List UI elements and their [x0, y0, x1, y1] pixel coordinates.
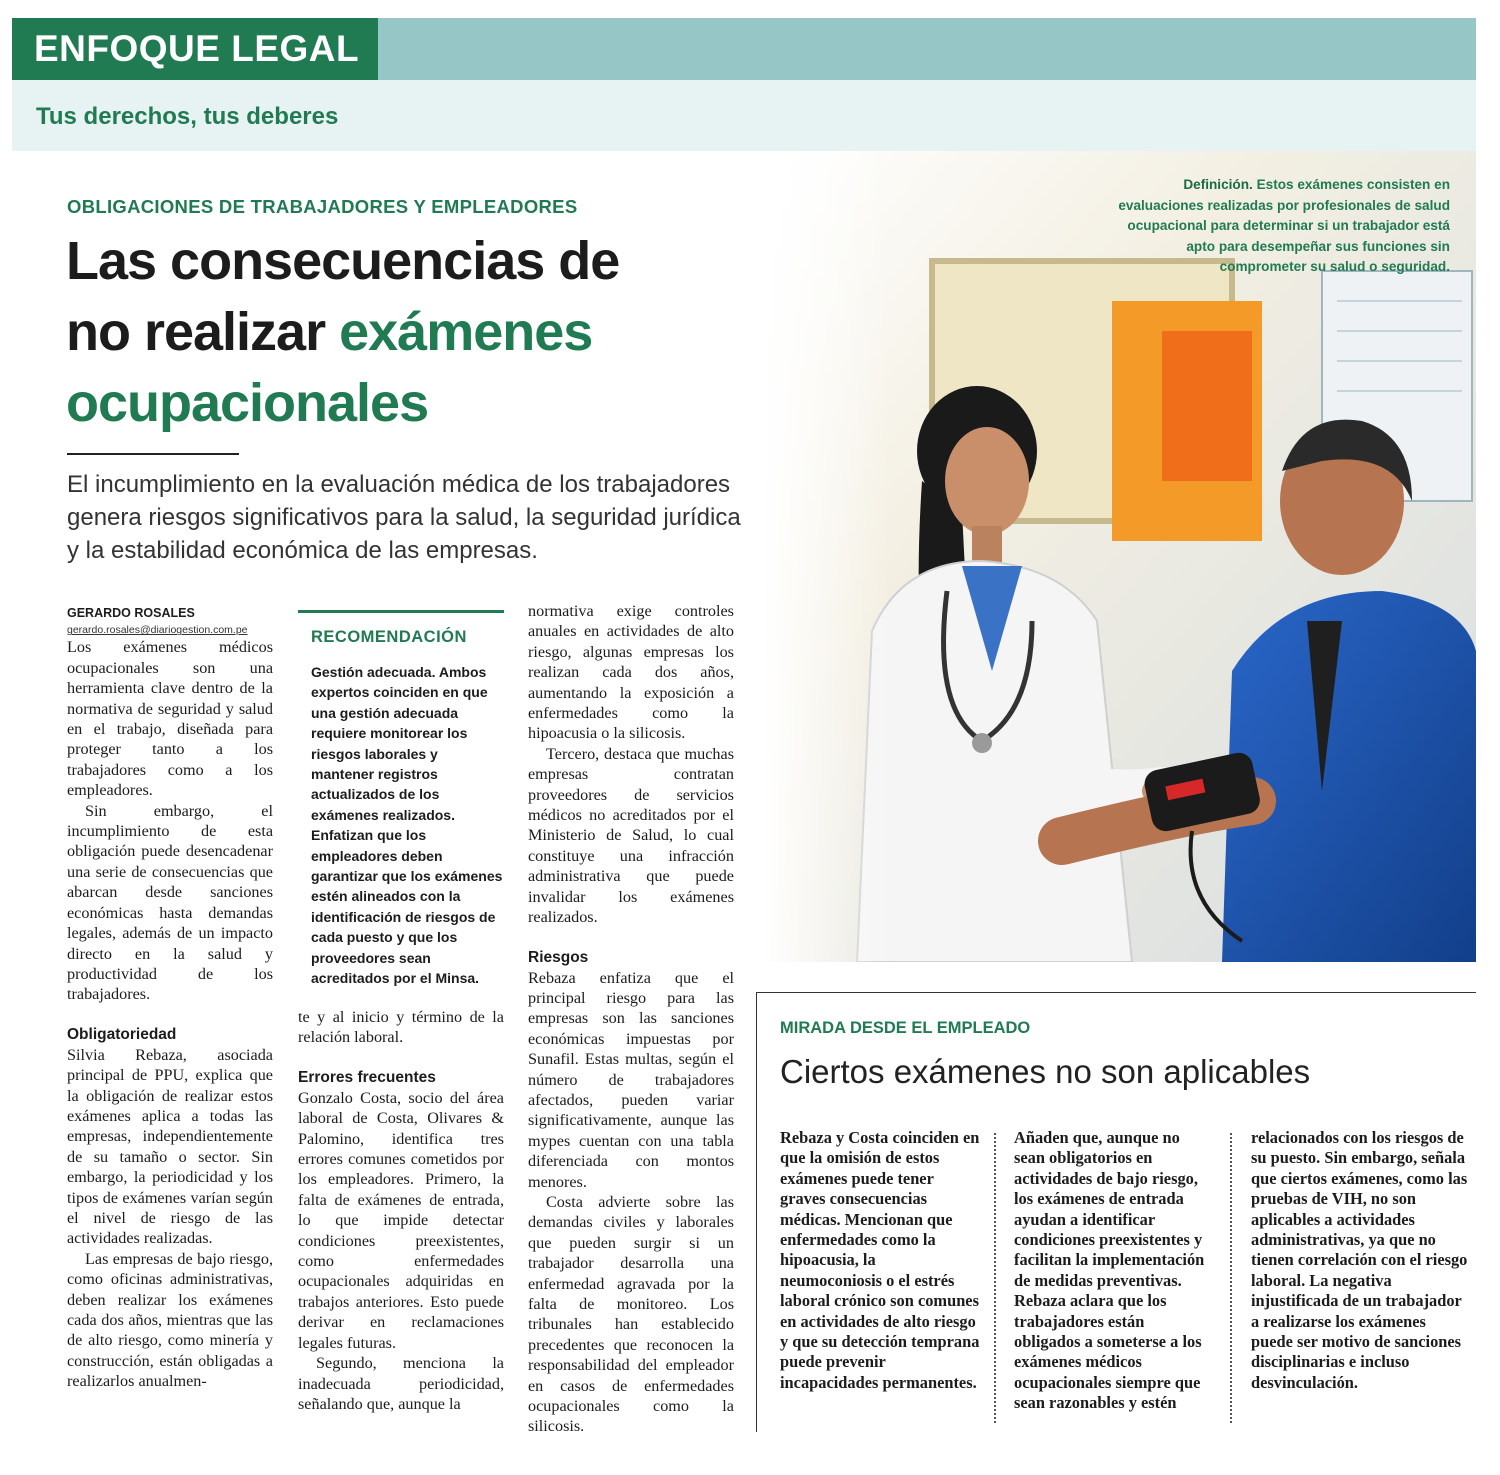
subhead-errores: Errores frecuentes [298, 1068, 436, 1086]
body-paragraph: Sin embargo, el incumplimiento de esta obligación puede desencadenar una serie de consecuencias que abarcan desde sanciones económicas hasta demandas legales, además de un impacto directo en la salud y productividad de los trabajadores. [67, 801, 273, 1004]
headline-rule [67, 453, 239, 455]
body-paragraph: Tercero, destaca que muchas empresas contratan proveedores de servicios médicos no acreditados por el Ministerio de Salud, lo cual constituye una infracción administrativa que puede invalidar los exámenes realizados. [528, 744, 734, 927]
body-paragraph: Los exámenes médicos ocupacionales son una herramienta clave dentro de la normativa de seguridad y salud en el trabajo, diseñada para proteger tanto a los trabajadores como a los empleadores. [67, 638, 273, 800]
body-paragraph: Gonzalo Costa, socio del área laboral de Costa, Olivares & Palomino, identifica tres errores comunes cometidos por los empleadores. Primero, la falta de exámenes de entrada, lo que impide detectar condiciones preexistentes, como enfermedades ocupacionales adquiridas en trabajos anteriores. Esto puede derivar en reclamaciones legales futuras. [298, 1088, 504, 1352]
recommendation-box [298, 610, 504, 992]
column-divider [1230, 1133, 1232, 1423]
body-paragraph: Las empresas de bajo riesgo, como oficinas administrativas, deben realizar los exámenes cada dos años, mientras que las de alto riesgo, como minería y construcción, están obligadas a realizarlos anualmen- [67, 1249, 273, 1391]
headline-line-1: Las consecuencias de [66, 231, 620, 291]
deck-line: El incumplimiento en la evaluación médica de los trabajadores [67, 471, 731, 498]
headline-accent: exámenes [339, 302, 593, 362]
deck-line: genera riesgos significativos para la salud, la seguridad jurídica [67, 504, 741, 531]
employee-column-3: relacionados con los riesgos de su puesto. Sin embargo, señala que ciertos exámenes, como las pruebas de VIH, no son aplicables a actividades administrativas, ya que no tienen correlación con el riesgo laboral. La negativa injustificada de un trabajador a realizarse los exámenes puede ser motivo de sanciones disciplinarias e incluso desvinculación. [1251, 1128, 1468, 1392]
article-column-2 [298, 1007, 504, 1414]
caption-body: Estos exámenes consisten en evaluaciones realizadas por profesionales de salud ocupacional para determinar si un trabajador está apto para desempeñar sus funciones sin comprometer su salud o seguridad. [1118, 177, 1450, 274]
recommendation-text: Ambos expertos coinciden en que una gestión adecuada requiere monitorear los riesgos laborales y mantener registros actualizados de los exámenes realizados. Enfatizan que los empleadores deben garantizar que los exámenes estén alineados con la identificación de riesgos de cada puesto y que los proveedores sean acreditados por el Minsa. [311, 664, 503, 987]
section-tag: ENFOQUE LEGAL [12, 18, 378, 80]
photo-caption [1100, 175, 1450, 278]
headline-line-3: ocupacionales [66, 373, 429, 433]
deck-line: y la estabilidad económica de las empresas. [67, 537, 538, 564]
headline-plain: no realizar [66, 302, 340, 362]
recommendation-lead: Gestión adecuada. [311, 664, 436, 680]
article-deck [67, 468, 757, 567]
recommendation-title: RECOMENDACIÓN [311, 628, 467, 646]
body-paragraph: te y al inicio y término de la relación laboral. [298, 1008, 504, 1047]
employee-column-2: Añaden que, aunque no sean obligatorios en actividades de bajo riesgo, los exámenes de entrada ayudan a identificar condiciones preexistentes y facilitan la implementación de medidas preventivas. Rebaza aclara que los trabajadores están obligados a someterse a los exámenes médicos ocupacionales siempre que sean razonables y estén [1014, 1128, 1205, 1413]
employee-kicker: MIRADA DESDE EL EMPLEADO [780, 1019, 1031, 1037]
body-paragraph: Costa advierte sobre las demandas civiles y laborales que pueden surgir si un trabajador desarrolla una enfermedad agravada por la falta de monitoreo. Los tribunales han establecido precedentes que reconocen la responsabilidad del empleador en casos de enfermedades ocupacionales como la silicosis. [528, 1192, 734, 1436]
body-paragraph: Rebaza enfatiza que el principal riesgo para las empresas son las sanciones económicas impuestas por Sunafil. Estas multas, según el número de trabajadores afectados, pueden variar significativamente, aunque las mypes cuentan con una tabla diferenciada con montos menores. [528, 968, 734, 1191]
body-paragraph: normativa exige controles anuales en actividades de alto riesgo, algunas empresas los realizan cada dos años, aumentando la exposición a enfermedades como la hipoacusia o la silicosis. [528, 602, 734, 743]
column-divider [994, 1133, 996, 1423]
article-headline [66, 226, 766, 439]
subhead-riesgos: Riesgos [528, 948, 589, 966]
author-name: GERARDO ROSALES [67, 606, 195, 620]
recommendation-body [311, 662, 503, 989]
author-email[interactable]: gerardo.rosales@diariogestion.com.pe [67, 624, 248, 637]
body-paragraph: Silvia Rebaza, asociada principal de PPU, explica que la obligación de realizar estos exámenes aplica a todas las empresas, independientemente de su tamaño o sector. Sin embargo, la periodicidad y los tipos de exámenes varían según el nivel de riesgo de las actividades realizadas. [67, 1045, 273, 1248]
subhead-obligatoriedad: Obligatoriedad [67, 1025, 177, 1043]
employee-column-1: Rebaza y Costa coinciden en que la omisión de estos exámenes puede tener graves consecuencias médicas. Mencionan que enfermedades como la hipoacusia, la neumoconiosis o el estrés laboral crónico son comunes en actividades de alto riesgo y que su detección temprana puede prevenir incapacidades permanentes. [780, 1128, 980, 1392]
article-kicker: OBLIGACIONES DE TRABAJADORES Y EMPLEADORES [67, 196, 578, 217]
recommendation-rule [298, 610, 504, 613]
article-column-3 [528, 601, 734, 1437]
article-column-1 [67, 603, 273, 1392]
headline-line-2 [66, 297, 766, 368]
employee-title: Ciertos exámenes no son aplicables [780, 1053, 1311, 1090]
caption-lead: Definición. [1183, 177, 1253, 192]
section-subtitle: Tus derechos, tus deberes [36, 103, 339, 130]
body-paragraph: Segundo, menciona la inadecuada periodicidad, señalando que, aunque la [298, 1354, 504, 1413]
